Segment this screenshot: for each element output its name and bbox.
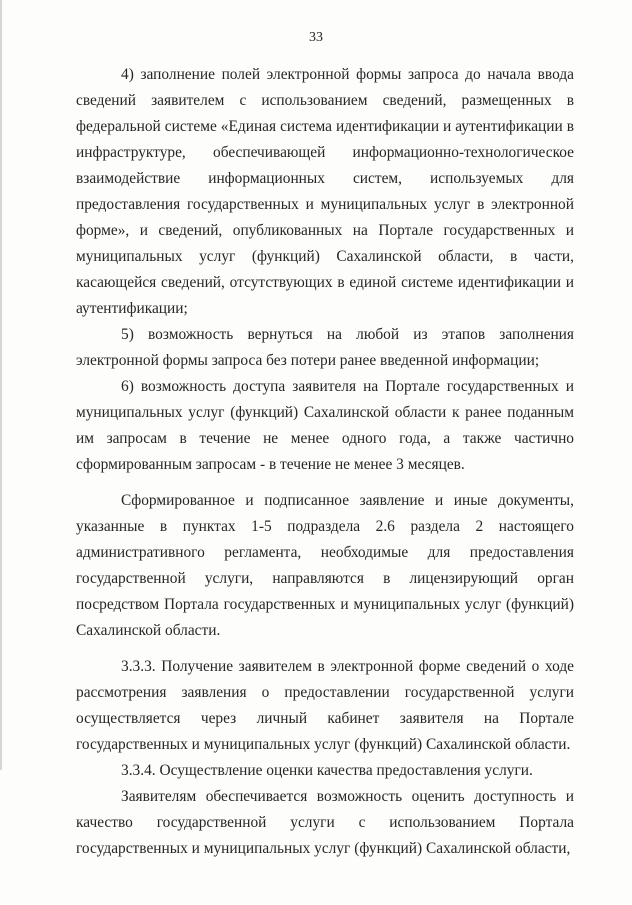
scan-edge-line	[0, 0, 2, 770]
document-body	[76, 62, 574, 862]
paragraph-3-3-3: 3.3.3. Получение заявителем в электронной форме сведений о ходе рассмотрения заявления о предоставлении государственной услуги осуществляется через личный кабинет заявителя на Портале государственных и муниципальных услуг (функций) Сахалинской области.	[76, 658, 574, 753]
paragraph-submitted-documents: Сформированное и подписанное заявление и иные документы, указанные в пунктах 1-5 подраздела 2.6 раздела 2 настоящего административного регламента, необходимые для предоставления государственной услуги, направляются в лицензирующий орган посредством Портала государственных и муниципальных услуг (функций) Сахалинской области.	[76, 492, 574, 639]
paragraph-item-6: 6) возможность доступа заявителя на Портале государственных и муниципальных услуг (функций) Сахалинской области к ранее поданным им запросам в течение не менее одного года, а также частично сформированным запросам - в течение не менее 3 месяцев.	[76, 378, 574, 473]
page-number: 33	[309, 30, 323, 45]
paragraph-item-4: 4) заполнение полей электронной формы запроса до начала ввода сведений заявителем с использованием сведений, размещенных в федеральной системе «Единая система идентификации и аутентификации в инфраструктуре, обеспечивающей информационно-технологическое взаимодействие информационных систем, используемых для предоставления государственных и муниципальных услуг в электронной форме», и сведений, опубликованных на Портале государственных и муниципальных услуг (функций) Сахалинской области, в части, касающейся сведений, отсутствующих в единой системе идентификации и аутентификации;	[76, 66, 574, 317]
paragraph-item-5: 5) возможность вернуться на любой из этапов заполнения электронной формы запроса без потери ранее введенной информации;	[76, 326, 574, 369]
paragraph-3-3-4: 3.3.4. Осуществление оценки качества предоставления услуги.	[121, 762, 533, 779]
paragraph-quality-assessment: Заявителям обеспечивается возможность оценить доступность и качество государственной услуги с использованием Портала государственных и муниципальных услуг (функций) Сахалинской области,	[76, 788, 574, 857]
